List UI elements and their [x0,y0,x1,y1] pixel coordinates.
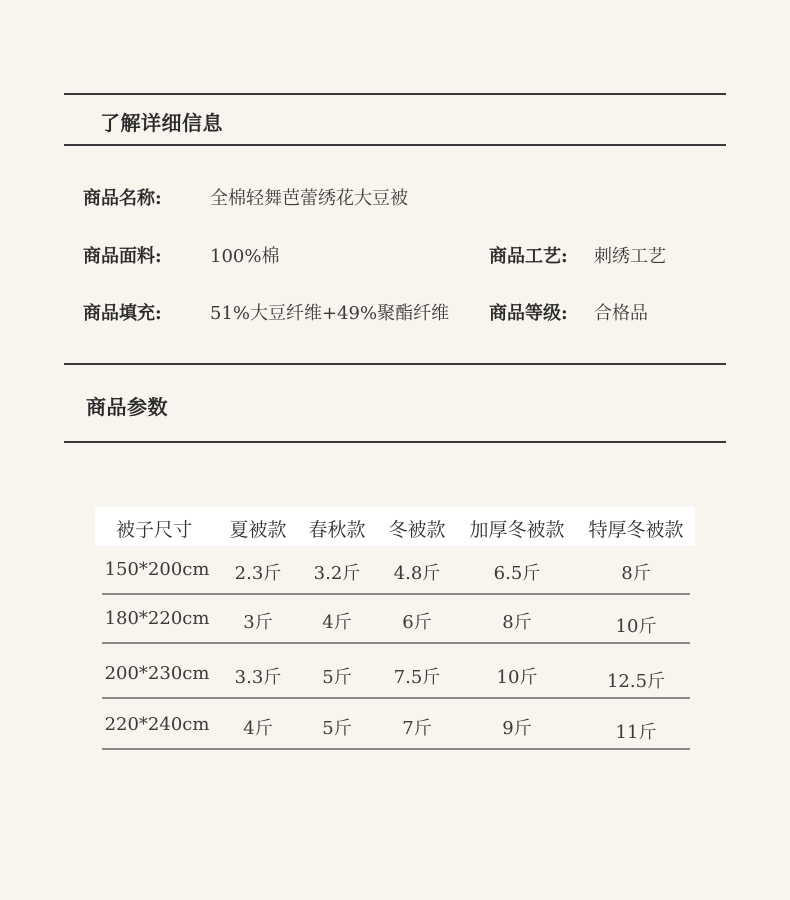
table-cell-extra-thick-winter: 12.5斤 [606,671,666,692]
table-cell-extra-thick-winter: 11斤 [615,722,657,743]
product-fabric-value: 100%棉 [210,246,280,267]
product-filling-value: 51%大豆纤维+49%聚酯纤维 [210,303,450,324]
table-cell-summer: 3斤 [243,612,273,633]
table-cell-thick-winter: 10斤 [496,667,538,688]
params-divider-top [64,363,726,365]
product-fabric-label: 商品面料: [83,246,162,267]
table-cell-extra-thick-winter: 8斤 [621,563,651,584]
table-cell-thick-winter: 9斤 [502,718,532,739]
product-craft-label: 商品工艺: [489,246,568,267]
table-cell-thick-winter: 8斤 [502,612,532,633]
details-title-divider [64,144,726,146]
top-divider [64,93,726,95]
table-cell-summer: 2.3斤 [234,563,282,584]
table-row-divider [102,697,690,699]
table-cell-thick-winter: 6.5斤 [493,563,541,584]
table-cell-winter: 7.5斤 [393,667,441,688]
table-header-winter: 冬被款 [388,519,446,541]
product-name-label: 商品名称: [83,188,162,209]
product-name-value: 全棉轻舞芭蕾绣花大豆被 [210,188,408,209]
table-cell-winter: 4.8斤 [393,563,441,584]
table-header-summer: 夏被款 [229,519,287,541]
table-cell-size: 200*230cm [104,663,210,684]
table-cell-spring-autumn: 4斤 [322,612,352,633]
product-grade-value: 合格品 [594,303,648,324]
table-row-divider [102,748,690,750]
product-craft-value: 刺绣工艺 [594,246,666,267]
params-section-title: 商品参数 [86,395,168,419]
table-cell-extra-thick-winter: 10斤 [615,616,657,637]
table-cell-spring-autumn: 5斤 [322,718,352,739]
table-cell-spring-autumn: 3.2斤 [313,563,361,584]
product-grade-label: 商品等级: [489,303,568,324]
table-header-spring-autumn: 春秋款 [308,519,366,541]
table-row-divider [102,593,690,595]
table-cell-size: 180*220cm [104,608,210,629]
table-cell-summer: 4斤 [243,718,273,739]
table-cell-size: 220*240cm [104,714,210,735]
table-cell-spring-autumn: 5斤 [322,667,352,688]
table-cell-winter: 6斤 [402,612,432,633]
table-header-thick-winter: 加厚冬被款 [469,519,565,541]
table-cell-winter: 7斤 [402,718,432,739]
table-header-extra-thick-winter: 特厚冬被款 [588,519,684,541]
table-header-size: 被子尺寸 [115,519,193,541]
params-divider-bottom [64,441,726,443]
table-cell-summer: 3.3斤 [234,667,282,688]
product-filling-label: 商品填充: [83,303,162,324]
table-cell-size: 150*200cm [104,559,210,580]
details-section-title: 了解详细信息 [100,111,223,135]
table-row-divider [102,642,690,644]
